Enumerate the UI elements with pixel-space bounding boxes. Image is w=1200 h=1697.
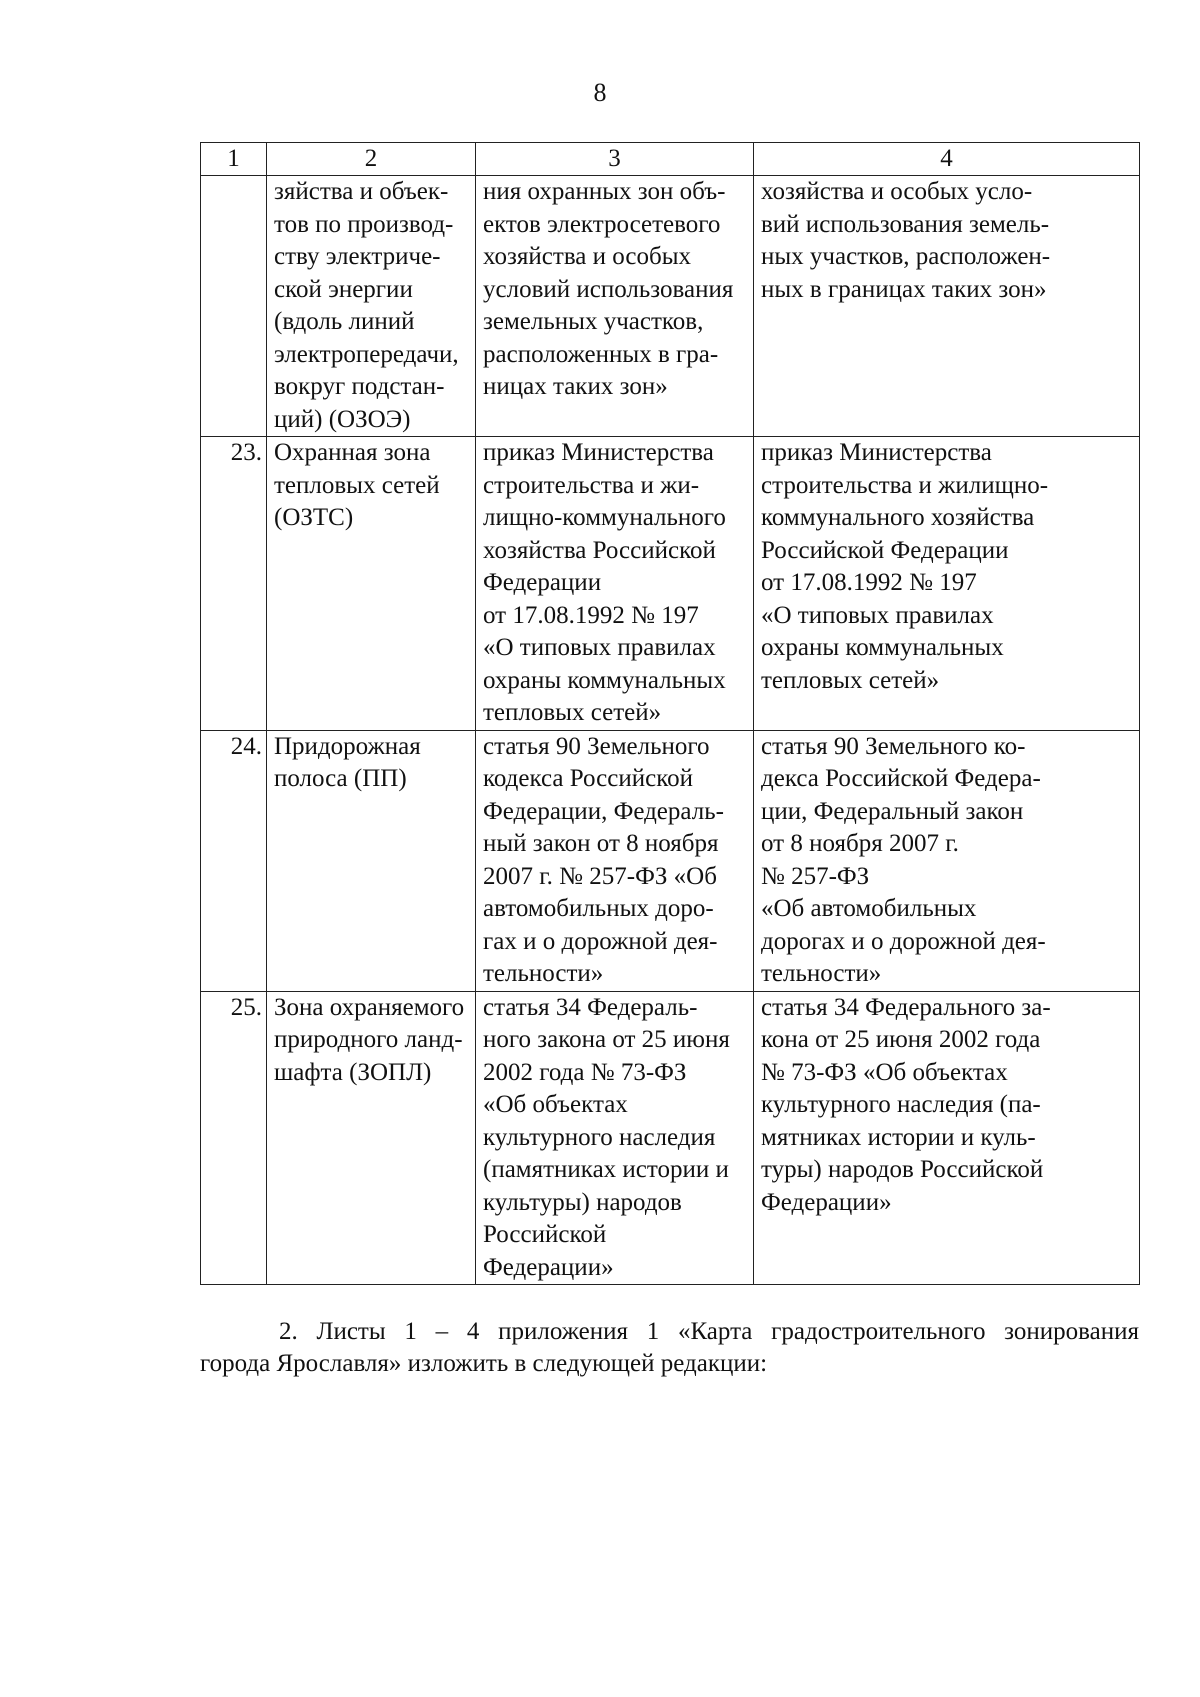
cell-text-line: от 17.08.1992 № 197 [761,569,977,596]
table-cell-col3 [476,730,754,991]
table-cell-col4 [754,176,1140,437]
table-cell-col3 [476,437,754,731]
cell-text-line: Зона охраняемого [274,993,465,1021]
table-cell-col2 [267,176,476,437]
cell-text-line: дорогах и о дорожной дея- [761,927,1046,955]
zones-table [200,142,1140,1285]
cell-text-line: шафта (ЗОПЛ) [274,1058,432,1086]
cell-text-line: «Об автомобильных [761,895,977,922]
table-row [201,730,1140,991]
cell-text-line: Российской [483,1221,607,1248]
cell-text-line: Российской Федерации [761,536,1009,564]
cell-text-line: строительства и жилищно- [761,471,1049,499]
cell-text-line: ции, Федеральный закон [761,797,1024,825]
cell-text-line: хозяйства и особых [483,243,692,270]
paragraph-line: города Ярославля» изложить в следующей редакции: [200,1350,768,1377]
cell-text-line: культуры) народов [483,1188,682,1216]
cell-text-line: Федерации» [761,1188,892,1216]
table-header-cell: 3 [476,143,754,176]
table-cell-col3 [476,991,754,1285]
cell-text-line: (памятниках истории и [483,1156,729,1183]
cell-text-line: тельности» [483,960,604,987]
cell-text-line: автомобильных доро- [483,895,714,922]
table-cell-col2 [267,437,476,731]
cell-text-line: (ОЗТС) [274,504,354,531]
cell-text-line: ству электриче- [274,243,441,270]
cell-text-line: «О типовых правилах [483,634,716,661]
cell-text-line: Федерации» [483,1253,614,1281]
table-row [201,991,1140,1285]
cell-text-line: туры) народов Российской [761,1156,1044,1183]
cell-text-line: «Об объектах [483,1091,628,1118]
cell-text-line: охраны коммунальных [761,634,1004,661]
table-cell-col2 [267,730,476,991]
cell-text-line: вокруг подстан- [274,373,445,400]
cell-text-line: ницах таких зон» [483,373,668,400]
cell-text-line: ного закона от 25 июня [483,1026,730,1053]
table-row [201,437,1140,731]
table-cell-col4 [754,437,1140,731]
cell-text-line: ектов электросетевого [483,210,721,238]
cell-text-line: культурного наследия (па- [761,1091,1041,1118]
table-cell-col4 [754,991,1140,1285]
cell-text-line: электропередачи, [274,340,459,368]
cell-text-line: земельных участков, [483,308,704,335]
table-body [201,176,1140,1285]
cell-text-line: ций) (ОЗОЭ) [274,405,411,433]
cell-text-line: природного ланд- [274,1026,463,1053]
cell-text-line: кона от 25 июня 2002 года [761,1026,1041,1053]
cell-text-line: приказ Министерства [483,439,714,466]
cell-text-line: хозяйства и особых усло- [761,178,1033,205]
table-header-cell: 4 [754,143,1140,176]
cell-text-line: условий использования [483,275,734,303]
cell-text-line: статья 90 Земельного [483,732,710,760]
cell-text-line: статья 34 Федераль- [483,993,698,1021]
cell-text-line: вий использования земель- [761,210,1050,238]
cell-text-line: № 73-ФЗ «Об объектах [761,1058,1008,1086]
cell-text-line: от 17.08.1992 № 197 [483,601,699,629]
cell-text-line: культурного наследия [483,1123,716,1151]
cell-text-line: тепловых сетей» [483,699,662,726]
cell-text-line: ных участков, расположен- [761,243,1051,270]
row-number-cell [201,176,267,437]
paragraph-item-2 [200,1316,1139,1380]
cell-text-line: № 257-ФЗ [761,862,870,890]
cell-text-line: охраны коммунальных [483,666,726,694]
cell-text-line: расположенных в гра- [483,340,719,368]
cell-text-line: зяйства и объек- [274,178,449,205]
cell-text-line: декса Российской Федера- [761,765,1041,792]
cell-text-line: тельности» [761,960,882,987]
cell-text-line: коммунального хозяйства [761,504,1035,531]
table-cell-col4 [754,730,1140,991]
cell-text-line: хозяйства Российской [483,536,716,564]
cell-text-line: ния охранных зон объ- [483,178,726,205]
table-cell-col3 [476,176,754,437]
table-header-cell: 1 [201,143,267,176]
cell-text-line: тепловых сетей» [761,666,940,694]
cell-text-line: лищно-коммунального [483,504,726,531]
page-number: 8 [593,78,607,107]
cell-text-line: статья 34 Федерального за- [761,993,1051,1021]
cell-text-line: Охранная зона [274,439,431,466]
cell-text-line: Федерации [483,569,602,596]
row-number-cell: 25. [201,991,267,1285]
row-number-cell: 24. [201,730,267,991]
cell-text-line: от 8 ноября 2007 г. [761,830,959,857]
cell-text-line: статья 90 Земельного ко- [761,732,1026,760]
cell-text-line: Придорожная [274,732,421,760]
table-row [201,176,1140,437]
cell-text-line: полоса (ПП) [274,765,407,792]
cell-text-line: гах и о дорожной дея- [483,927,718,955]
cell-text-line: ных в границах таких зон» [761,275,1047,303]
cell-text-line: тов по производ- [274,210,454,238]
cell-text-line: 2007 г. № 257-ФЗ «Об [483,862,717,890]
cell-text-line: тепловых сетей [274,471,440,499]
table-header-cell: 2 [267,143,476,176]
cell-text-line: «О типовых правилах [761,601,994,629]
cell-text-line: строительства и жи- [483,471,700,499]
table-cell-col2 [267,991,476,1285]
cell-text-line: (вдоль линий [274,308,415,335]
table-header-row [201,143,1140,176]
row-number-cell: 23. [201,437,267,731]
cell-text-line: Федерации, Федераль- [483,797,724,825]
cell-text-line: приказ Министерства [761,439,992,466]
paragraph-line: 2. Листы 1 – 4 приложения 1 «Карта градостроительного зонирования [279,1318,1139,1345]
cell-text-line: ный закон от 8 ноября [483,830,719,857]
cell-text-line: 2002 года № 73-ФЗ [483,1058,687,1086]
cell-text-line: ской энергии [274,275,413,303]
cell-text-line: мятниках истории и куль- [761,1123,1036,1151]
cell-text-line: кодекса Российской [483,765,693,792]
